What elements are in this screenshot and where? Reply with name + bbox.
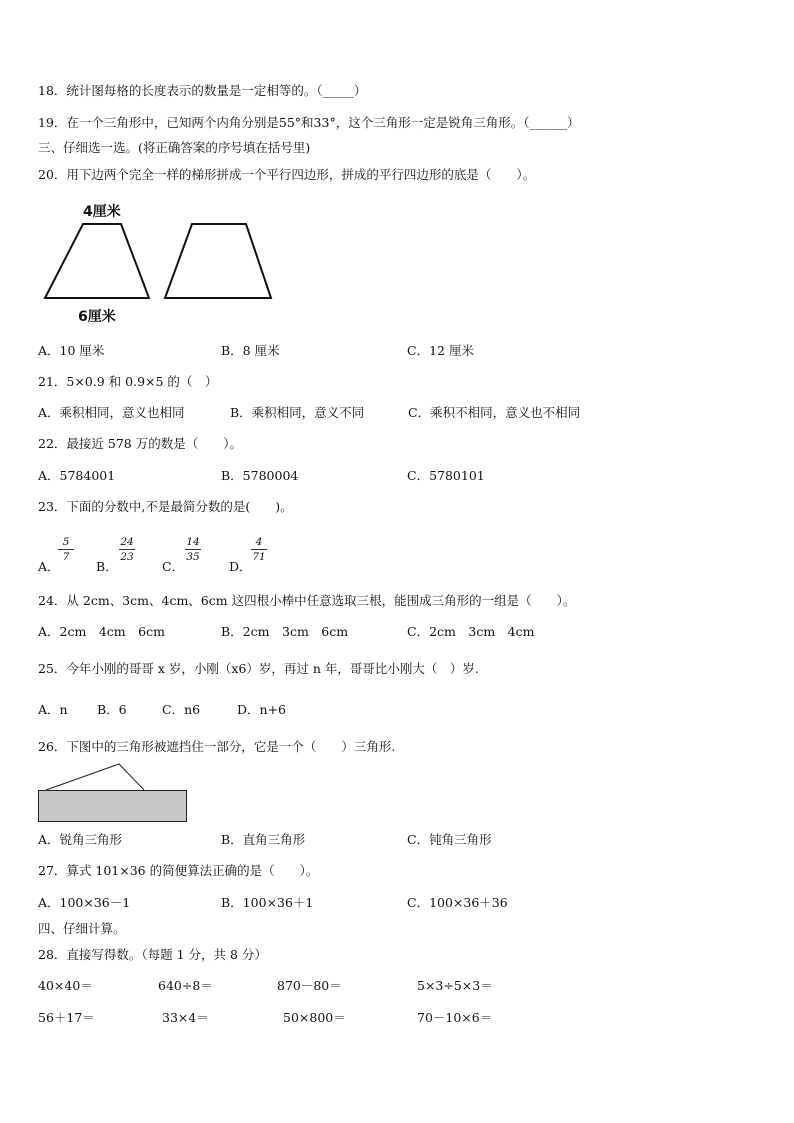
- q20-option-a: A．10 厘米: [38, 343, 105, 358]
- q27-option-c: C．100×36＋36: [407, 895, 508, 910]
- numerator: 24: [120, 536, 134, 548]
- q22-option-b: B．5780004: [221, 468, 299, 483]
- denominator: 7: [62, 551, 70, 563]
- q23-letter-c: C．: [162, 559, 185, 574]
- numerator: 14: [186, 536, 200, 548]
- q25-option-d: D．n+6: [237, 702, 286, 717]
- question-25-stem: 25．今年小刚的哥哥 x 岁，小刚（x6）岁，再过 n 年，哥哥比小刚大（ ）岁.: [38, 661, 479, 676]
- hidden-triangle-figure: [36, 762, 190, 824]
- q23-fraction-d: [251, 536, 267, 563]
- trapezoid-left: [45, 224, 149, 298]
- question-20-stem: 20．用下边两个完全一样的梯形拼成一个平行四边形，拼成的平行四边形的底是（ ）。: [38, 167, 536, 182]
- numerator: 5: [62, 536, 70, 548]
- q25-option-c: C．n6: [162, 702, 201, 717]
- q23-letter-d: D．: [229, 559, 252, 574]
- triangle-top: [46, 764, 144, 790]
- question-21-stem: 21．5×0.9 和 0.9×5 的（ ）: [38, 374, 218, 389]
- calc-item: 5×3÷5×3＝: [417, 978, 493, 993]
- q23-fraction-c: [185, 536, 201, 563]
- label-top: 4厘米: [83, 204, 121, 220]
- question-18: 18．统计图每格的长度表示的数量是一定相等的。（_____）: [38, 83, 367, 98]
- calc-item: 50×800＝: [283, 1010, 346, 1025]
- calc-item: 640÷8＝: [158, 978, 213, 993]
- calc-item: 33×4＝: [162, 1010, 209, 1025]
- q21-option-b: B．乘积相同，意义不同: [230, 405, 365, 420]
- calc-item: 70－10×6＝: [417, 1010, 493, 1025]
- q26-option-c: C．钝角三角形: [407, 832, 492, 847]
- question-27-stem: 27．算式 101×36 的简便算法正确的是（ ）。: [38, 863, 319, 878]
- q21-option-a: A．乘积相同，意义也相同: [38, 405, 185, 420]
- q24-option-a: A．2cm 4cm 6cm: [38, 624, 165, 639]
- q24-option-c: C．2cm 3cm 4cm: [407, 624, 535, 639]
- question-26-stem: 26．下图中的三角形被遮挡住一部分，它是一个（ ）三角形.: [38, 739, 396, 754]
- q23-fraction-a: [58, 536, 74, 563]
- q24-option-b: B．2cm 3cm 6cm: [221, 624, 349, 639]
- section-4-heading: 四、仔细计算。: [38, 921, 126, 936]
- q26-option-b: B．直角三角形: [221, 832, 306, 847]
- q22-option-c: C．5780101: [407, 468, 485, 483]
- calc-item: 56＋17＝: [38, 1010, 95, 1025]
- q22-option-a: A．5784001: [38, 468, 116, 483]
- question-24-stem: 24．从 2cm、3cm、4cm、6cm 这四根小棒中任意选取三根，能围成三角形的一组是（ ）。: [38, 593, 576, 608]
- q23-letter-b: B．: [96, 559, 118, 574]
- label-bottom: 6厘米: [78, 309, 116, 325]
- question-19: 19．在一个三角形中，已知两个内角分别是55°和33°，这个三角形一定是锐角三角形。（______）: [38, 115, 580, 130]
- q23-letter-a: A．: [38, 559, 60, 574]
- calc-item: 40×40＝: [38, 978, 93, 993]
- q27-option-a: A．100×36－1: [38, 895, 131, 910]
- q25-option-b: B．6: [97, 702, 127, 717]
- denominator: 35: [186, 551, 200, 563]
- q23-fraction-b: [119, 536, 135, 563]
- trapezoid-figure: [36, 198, 286, 328]
- question-28-stem: 28．直接写得数。（每题 1 分，共 8 分）: [38, 947, 267, 962]
- q20-option-b: B．8 厘米: [221, 343, 280, 358]
- question-22-stem: 22．最接近 578 万的数是（ ）。: [38, 436, 242, 451]
- q27-option-b: B．100×36＋1: [221, 895, 314, 910]
- denominator: 71: [252, 551, 266, 563]
- q21-option-c: C．乘积不相同，意义也不相同: [408, 405, 581, 420]
- q20-option-c: C．12 厘米: [407, 343, 474, 358]
- denominator: 23: [120, 551, 134, 563]
- section-3-heading: 三、仔细选一选。(将正确答案的序号填在括号里): [38, 140, 311, 155]
- question-23-stem: 23．下面的分数中,不是最简分数的是( )。: [38, 499, 293, 514]
- q26-option-a: A．锐角三角形: [38, 832, 123, 847]
- numerator: 4: [255, 536, 263, 548]
- trapezoid-right: [165, 224, 271, 298]
- q25-option-a: A．n: [38, 702, 68, 717]
- calc-item: 870－80＝: [277, 978, 342, 993]
- cover-rectangle: [39, 791, 187, 822]
